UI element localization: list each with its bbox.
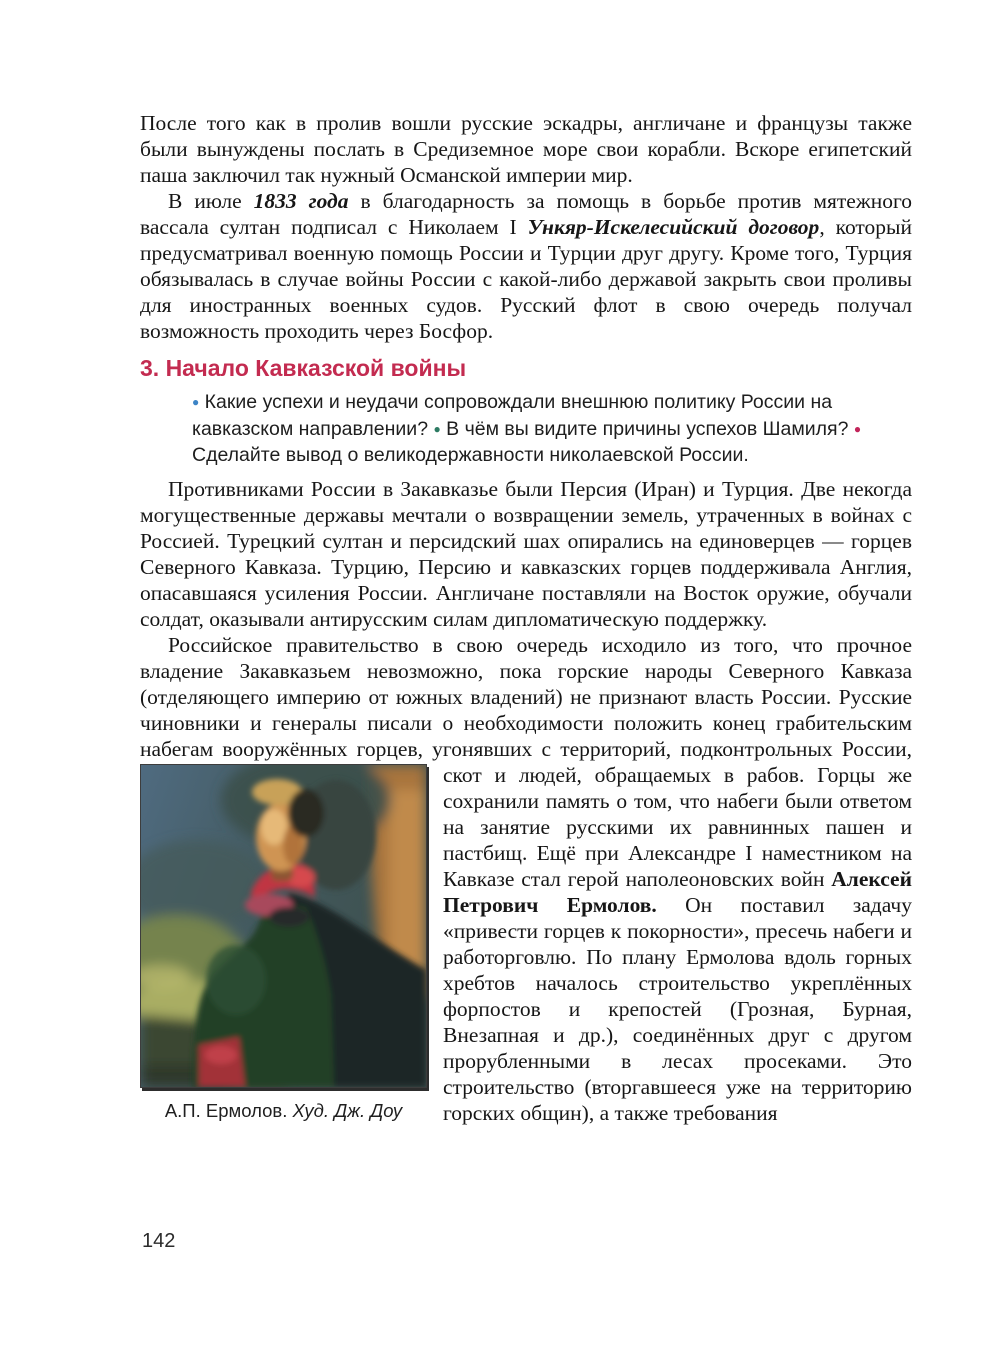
yermolov-name-bold: Алексей Петрович Ермолов. xyxy=(443,866,912,917)
government-run-2: мых в рабов. Горцы же сохранили память о том, что набеги были ответом на занятие русскими их равнинных пашен и пастбищ. Ещё при Александре I наместником на Кавказе стал герой наполеоновских войн xyxy=(443,762,912,891)
question-2: В чём вы видите причины успехов Шамиля? xyxy=(446,417,849,440)
treaty-run-1: В июле xyxy=(168,189,254,213)
page-content xyxy=(140,110,912,1192)
yermolov-portrait-image xyxy=(140,764,427,1088)
figure-caption xyxy=(140,1100,427,1122)
treaty-run-3: , который предусматривал военную помощь России и Турции друг другу. Кроме того, Турция обязывалась в случае войны России с какой-либо державой закрыть свои проливы для иностранных военных судов. Русский флот в свою очередь получал возможность проходить через Босфор. xyxy=(140,215,912,343)
paragraph-government xyxy=(140,632,912,1126)
paragraph-straits xyxy=(140,110,912,188)
government-run-3: Он поставил задачу «привести горцев к покорности», пресечь набеги и работорговлю. По плану Ермолова вдоль горных хребтов началось строительство укреплённых форпостов и крепостей (Грозная, Бурная, Внезапная и др.), соединённых друг с другом прорубленными в лесах просеками. Это строительство (вторгавшееся уже на территорию горских общин), а также требования xyxy=(443,892,912,1125)
treaty-run-2: в благодарность за помощь в борьбе против мятежного вассала султан подписал с Николаем I xyxy=(140,189,912,239)
treaty-year-1833: 1833 года xyxy=(253,189,349,213)
government-run-1: Российское правительство в свою очередь исходило из того, что прочное владение Закавказьем невозможно, пока горские народы Северного Кавказа (отделяющего империю от южных владений) не признают власть России. Русские чиновники и генералы писали о необходимости положить конец грабительским набегам вооружённых горцев, угонявших с территорий, подконтрольных России, скот и людей, обращае xyxy=(140,632,912,787)
portrait-figure xyxy=(140,764,427,1122)
paragraph-treaty xyxy=(140,188,912,344)
figure-caption-artist: Худ. Дж. Доу xyxy=(292,1099,403,1121)
section-heading: 3. Начало Кавказской войны xyxy=(140,355,467,381)
paragraph-opponents-text: Противниками России в Закавказье были Персия (Иран) и Турция. Две некогда могущественные державы мечтали о возвращении земель, утраченных в войнах с Россией. Турецкий султан и персидский шах опирались на единоверцев — горцев Северного Кавказа. Турцию, Персию и кавказских горцев поддерживала Англия, опасавшаяся усиления России. Англичане поставляли на Восток оружие, обучали солдат, оказывали антирусским силам дипломатическую поддержку. xyxy=(140,476,912,631)
question-1: Какие успехи и неудачи сопровождали внешнюю политику России на кавказском направлении? xyxy=(192,391,833,440)
questions-block xyxy=(192,389,912,469)
yermolov-portrait-svg xyxy=(141,765,426,1087)
figure-caption-name: А.П. Ермолов. xyxy=(164,1099,288,1121)
question-3: Сделайте вывод о великодержавности николаевской России. xyxy=(192,444,749,466)
page-number: 142 xyxy=(142,1230,176,1252)
paragraph-straits-text: После того как в пролив вошли русские эскадры, англичане и французы также были вынуждены послать в Средиземное море свои корабли. Вскоре египетский паша заключил так нужный Османской империи мир. xyxy=(140,111,912,187)
question-bullet-blue-icon: ● xyxy=(192,395,200,409)
question-bullet-crimson-icon: ● xyxy=(853,421,862,436)
paragraph-opponents xyxy=(140,476,912,632)
treaty-name-unkiar: Ункяр-Искелесийский договор xyxy=(527,215,820,239)
question-bullet-green-icon: ● xyxy=(433,421,441,436)
